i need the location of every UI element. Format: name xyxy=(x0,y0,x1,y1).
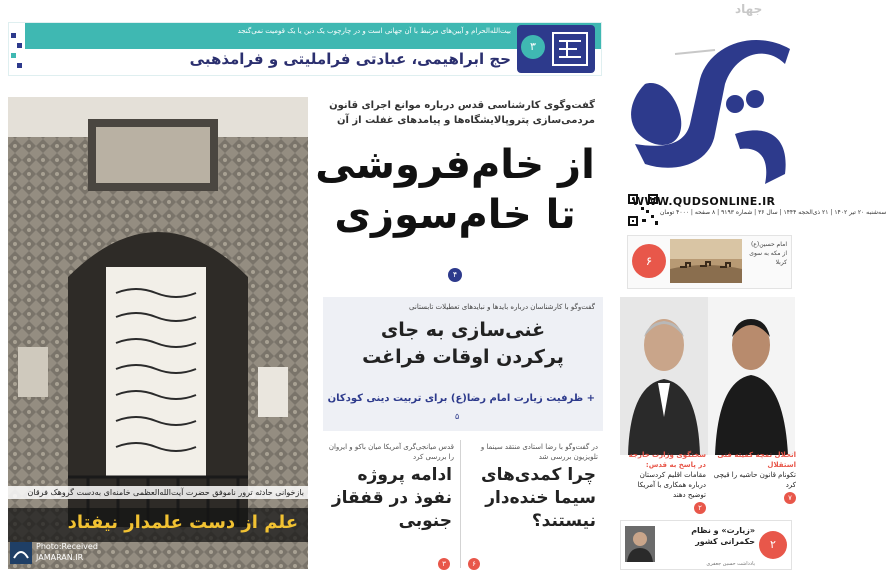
article-headline: چرا کمدی‌های سیما خنده‌دار نیستند؟ xyxy=(480,465,596,531)
photo-headline[interactable]: علم از دست علمدار نیفتاد xyxy=(8,508,308,542)
quds-logo-icon xyxy=(615,24,795,192)
page-number-badge: ۴ xyxy=(448,268,462,282)
page-number: ۵ xyxy=(455,412,460,421)
story-headline-line: غنی‌سازی به جای xyxy=(380,319,546,341)
photo-credit xyxy=(36,541,98,563)
page-number-badge: ۲ xyxy=(759,531,787,559)
summer-story-box[interactable] xyxy=(323,297,603,431)
story-kicker: گفت‌وگو با کارشناسان درباره بایدها و نبایدهای تعطیلات تابستانی xyxy=(409,303,595,311)
football-caption[interactable] xyxy=(712,450,796,504)
desert-caravan-icon xyxy=(670,239,742,283)
column-divider xyxy=(460,440,461,568)
portraits-icon xyxy=(620,297,795,455)
caption-text: مقامات اقلیم کردستان درباره همکاری با آمریکا توضیح دهند xyxy=(637,471,706,499)
note-author: یادداشت حسین جعفری xyxy=(706,561,755,567)
teaser-strip[interactable] xyxy=(627,235,792,289)
masthead-corner-text: جهاد xyxy=(735,2,763,16)
spokesman-caption[interactable] xyxy=(624,450,706,514)
page-number-badge: ۶ xyxy=(632,244,666,278)
pattern-decoration-icon xyxy=(9,23,25,75)
author-photo xyxy=(625,526,655,562)
banner-subtitle: بیت‌الله‌الحرام و آیین‌های مرتبط با آن جهانی است و در چارچوب یک دین یا یک قومیت نمی‌گنجد xyxy=(237,27,511,35)
photo-credit-line: Photo:Received xyxy=(36,542,98,551)
comedy-article[interactable] xyxy=(462,440,602,570)
story-subhead: + ظرفیت زیارت امام رضا(ع) برای تربیت دینی کودکان xyxy=(327,393,595,404)
article-kicker: قدس میانجی‌گری آمریکا میان باکو و ایروان را بررسی کرد xyxy=(328,443,454,461)
note-headline: «زیارت» و نظام حکمرانی کشور xyxy=(691,526,755,546)
page-number-badge: ۲ xyxy=(694,502,706,514)
banner-badge xyxy=(517,25,595,73)
article-headline: ادامه پروژه نفوذ در قفقاز جنوبی xyxy=(331,465,452,531)
caption-kicker: سخنگوی وزارت خارجه در پاسخ به قدس: xyxy=(628,451,706,469)
banner-headline[interactable]: حج ابراهیمی، عبادتی فراملیتی و فرامذهبی xyxy=(189,50,511,68)
caravan-photo xyxy=(670,239,742,283)
photo-credit-source: JAMARAN.IR xyxy=(36,553,84,562)
author-portrait-icon xyxy=(625,526,655,562)
lead-headline-line: تا خام‌سوزی xyxy=(334,192,576,238)
jamaran-logo-icon xyxy=(10,542,32,564)
website-url[interactable]: WWW.QUDSONLINE.IR xyxy=(632,195,776,208)
calligraphy-logo-icon xyxy=(549,29,591,69)
lead-kicker: گفت‌وگوی کارشناسی قدس درباره موانع اجرای قانون مردمی‌سازی پتروپالایشگاه‌ها و پیامدهای غفلت از آن xyxy=(329,100,595,126)
lead-headline-line: از خام‌فروشی xyxy=(315,142,595,188)
top-banner[interactable] xyxy=(8,22,602,76)
page-number-badge: ۳ xyxy=(438,558,450,570)
pilgrimage-note-box[interactable] xyxy=(620,520,792,570)
caption-kicker: انحلال نمچه کمیته فنی استقلال xyxy=(717,451,796,469)
article-kicker: در گفت‌وگو با رضا استادی منتقد سینما و تلویزیون بررسی شد xyxy=(480,443,598,461)
photo-caption-kicker: بازخوانی حادثه ترور ناموفق حضرت آیت‌الله‌العظمی خامنه‌ای به‌دست گروهک فرقان xyxy=(8,486,308,499)
portrait-photos[interactable] xyxy=(620,297,795,455)
teaser-text: امام حسین(ع) از مکه به سوی کربلا xyxy=(749,241,787,266)
story-headline xyxy=(323,317,603,371)
page-number-badge: ۶ xyxy=(468,558,480,570)
story-headline-line: پرکردن اوقات فراغت xyxy=(362,346,564,368)
page-number-badge: ۷ xyxy=(784,492,796,504)
page-number-badge: ۳ xyxy=(521,35,545,59)
lead-headline[interactable] xyxy=(315,140,595,240)
dateline: سه‌شنبه ۲۰ تیر ۱۴۰۲ | ۲۱ ذی‌الحجه ۱۴۴۴ | سال ۳۶ | شماره ۹۱۹۳ | ۸ صفحه | ۴۰۰۰ تومان xyxy=(660,209,886,216)
caption-text: تکونام قانون حاشیه را قیچی کرد xyxy=(713,471,796,489)
caucasus-article[interactable] xyxy=(318,440,458,570)
